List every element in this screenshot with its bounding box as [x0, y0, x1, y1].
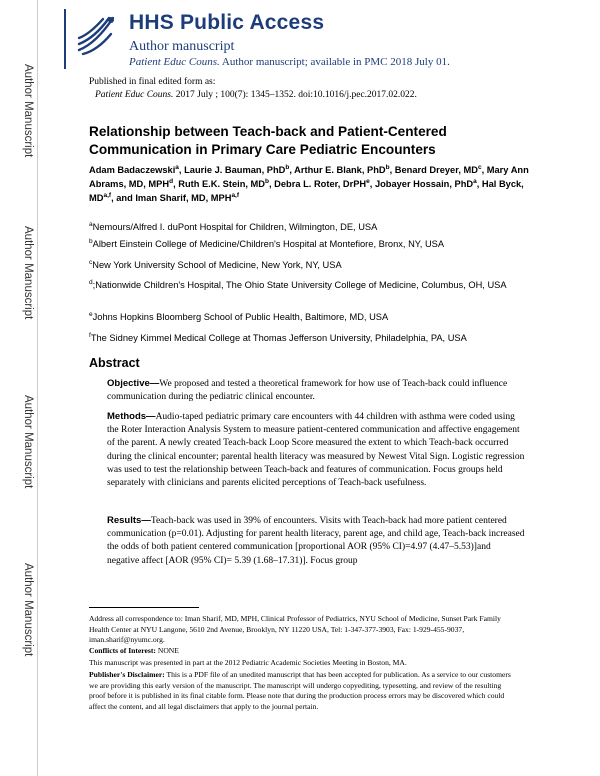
author-list: Adam Badaczewski$^a$, Laurie J. Bauman, PhD$^b$, Arthur E. Blank, PhD$^b$, Benard Dreyer, $MD^c$, Mary Ann Abrams, MD, MPH$^d$, Ruth E.K. Stein, $MD^b$, Debra L. Roter, DrPH$^e$, Jobayer Hossain, PhD$^a$, Hal Byck, MD$^{a,f}$, and Iman Sharif, MD, MPH$^{a,f}$ [89, 163, 529, 203]
conflicts-label: Conflicts of Interest: [89, 646, 156, 655]
presented-note: This manuscript was presented in part at the 2012 Pediatric Academic Societies Meeting in Boston, MA. [89, 658, 407, 667]
affiliation-a [89, 221, 529, 234]
author-affiliation-marker: a [473, 177, 477, 185]
methods-label: Methods— [107, 411, 156, 422]
article-title: Relationship between Teach-back and Patient-Centered Communication in Primary Care Pediatric Encounters [89, 124, 447, 157]
header-divider [64, 9, 66, 69]
affiliation-marker: d [89, 278, 93, 286]
affiliation-marker: c [89, 258, 93, 266]
results-text: Teach-back was used in 39% of encounters. Visits with Teach-back had more patient centered communication (p=0.01). Adjusting for parent health literacy, parent age, and child age, Teach-back increased the odds of both patient centered communication [proportional AOR (95% CI)=4.97 (4.47–5.53)]and negative affect [AOR (95% CI)= 5.39 (1.68–17.31)]. Focus group [107, 516, 525, 566]
affiliation-text: Albert Einstein College of Medicine/Children's Hospital at Montefiore, Bronx, NY, USA [92, 239, 445, 249]
author-name: Mary Ann Abrams, MD, MPH [89, 165, 529, 189]
affiliation-c [89, 259, 529, 272]
published-label: Published in final edited form as: [89, 77, 216, 87]
author-name: Iman Sharif, MD, MPH [135, 193, 232, 203]
header-title: HHS Public Access [129, 11, 325, 34]
disclaimer-text: This is a PDF file of an unedited manuscript that has been accepted for publication. As a service to our customers we are providing this early version of the manuscript. The manuscript will undergo copyediting, typesetting, and review of the resulting proof before it is published in its final citable form. Please note that during the production process errors may be discovered which could affect the content, and all legal disclaimers that apply to the journal pertain. [89, 670, 511, 711]
hhs-eagle-logo [71, 10, 121, 65]
methods-text: Audio-taped pediatric primary care encounters with 44 children with asthma were coded using the Roter Interaction Analysis System to measure patient-centered communication and affective engagement of the parent. A newly created Teach-back Loop Score measured the extent to which Teach-back occurred during the clinical encounter; parental health literacy was measured by Newest Vital Sign. Logistic regression was used to test the relationship between Teach-back and features of communication. Focus groups held separately with clinicians and parents elicited perceptions of Teach-back usefulness. [107, 412, 525, 489]
author-name: Jobayer Hossain, PhD [374, 179, 474, 189]
citation-journal: Patient Educ Couns. [95, 90, 174, 100]
author-affiliation-marker: c [477, 163, 482, 171]
affiliation-marker: a [89, 220, 93, 228]
author-name: Laurie J. Bauman, PhD [184, 165, 286, 175]
footnote-rule [89, 607, 199, 608]
results-label: Results— [107, 515, 151, 526]
margin-divider [37, 0, 38, 776]
sidebar-label: Author Manuscript [22, 226, 34, 320]
header-subtitle: Author manuscript [129, 39, 235, 54]
conflicts-text: NONE [157, 646, 179, 655]
affiliation-text: Nemours/Alfred I. duPont Hospital for Children, Wilmington, DE, USA [92, 222, 378, 232]
conflicts-note [89, 646, 515, 657]
author-name: Ruth E.K. Stein, MD [178, 179, 266, 189]
abstract-objective [107, 377, 525, 404]
affiliation-text: New York University School of Medicine, New York, NY, USA [92, 260, 342, 270]
abstract-heading: Abstract [89, 356, 140, 370]
citation [95, 90, 417, 100]
header-availability [129, 56, 450, 68]
affiliation-b [89, 238, 529, 251]
affiliation-text: Johns Hopkins Bloomberg School of Public Health, Baltimore, MD, USA [92, 312, 389, 322]
author-affiliation-marker: a [175, 163, 179, 171]
sidebar-label: Author Manuscript [22, 64, 34, 158]
author-name: Adam Badaczewski [89, 165, 176, 175]
author-name: Hal Byck, MD [89, 179, 524, 203]
publisher-disclaimer [89, 670, 515, 712]
sidebar-label: Author Manuscript [22, 395, 34, 489]
correspondence-note: Address all correspondence to: Iman Sharif, MD, MPH, Clinical Professor of Pediatrics, NYU School of Medicine, Sunset Park Family Health Center at NYU Langone, 5610 2nd Avenue, Brooklyn, NY 11220 USA, Tel: 1-347-377-3903, Fax: 1-929-455-9037, iman.sharif@nyumc.org. [89, 614, 501, 644]
affiliation-e [89, 311, 529, 324]
objective-text: We proposed and tested a theoretical framework for how use of Teach-back could influence communication during the pediatric clinical encounter. [107, 379, 508, 403]
affiliation-text: The Sidney Kimmel Medical College at Thomas Jefferson University, Philadelphia, PA, USA [90, 333, 467, 343]
abstract-results [107, 514, 525, 568]
author-affiliation-marker: a,f [231, 191, 240, 199]
sidebar-label: Author Manuscript [22, 563, 34, 657]
author-name: Debra L. Roter, DrPH [274, 179, 367, 189]
author-name: Arthur E. Blank, PhD [294, 165, 386, 175]
affiliation-f [89, 332, 529, 345]
author-affiliation-marker: b [265, 177, 269, 185]
affiliation-d [89, 279, 529, 292]
header-journal: Patient Educ Couns. [129, 56, 220, 68]
affiliation-marker: e [89, 310, 93, 318]
objective-label: Objective— [107, 378, 160, 389]
disclaimer-label: Publisher's Disclaimer: [89, 670, 165, 679]
affiliation-text: ;Nationwide Children's Hospital, The Ohio State University College of Medicine, Columbus, OH, USA [92, 280, 507, 290]
abstract-methods [107, 410, 525, 490]
header-availability-text: Author manuscript; available in PMC 2018 July 01. [221, 56, 450, 68]
affiliation-marker: b [89, 237, 93, 245]
author-affiliation-marker: e [366, 177, 370, 185]
author-affiliation-marker: d [169, 177, 174, 185]
citation-details: 2017 July ; 100(7): 1345–1352. doi:10.1016/j.pec.2017.02.022. [175, 90, 417, 100]
affiliation-marker: f [89, 331, 91, 339]
author-name: Benard Dreyer, MD [394, 165, 478, 175]
author-affiliation-marker: b [285, 163, 290, 171]
author-affiliation-marker: b [385, 163, 390, 171]
author-affiliation-marker: a,f [103, 191, 112, 199]
